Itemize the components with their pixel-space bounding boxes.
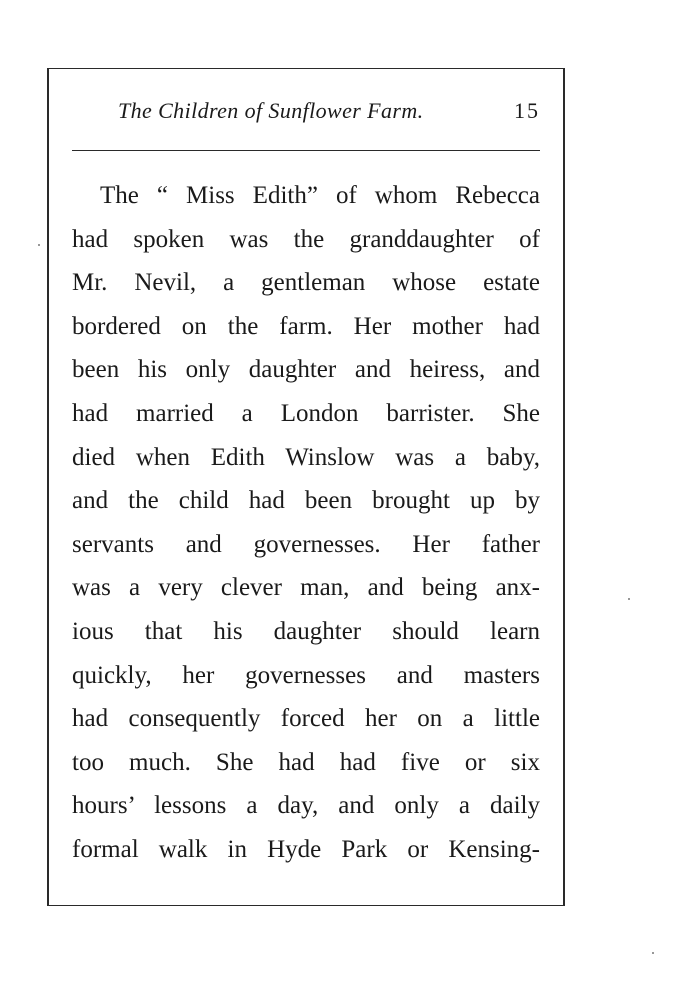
text-line: died when Edith Winslow was a baby, xyxy=(72,443,540,471)
text-line: hours’ lessons a day, and only a daily xyxy=(72,792,540,820)
text-line: formal walk in Hyde Park or Kensing- xyxy=(72,835,540,863)
print-speck xyxy=(38,244,40,246)
text-line: too much. She had had five or six xyxy=(72,748,540,776)
text-line: been his only daughter and heiress, and xyxy=(72,356,540,384)
text-line: was a very clever man, and being anx- xyxy=(72,574,540,602)
text-line: The “ Miss Edith” of whom Rebecca xyxy=(100,182,540,209)
running-head xyxy=(70,98,540,132)
header-rule xyxy=(72,150,540,151)
text-line: ious that his daughter should learn xyxy=(72,617,540,645)
page-number: 15 xyxy=(514,98,540,123)
text-line: had consequently forced her on a little xyxy=(72,705,540,733)
text-line: bordered on the farm. Her mother had xyxy=(72,312,540,340)
text-line: had married a London barrister. She xyxy=(72,399,540,427)
running-title: The Children of Sunflower Farm. xyxy=(118,98,424,123)
body-text xyxy=(72,174,540,872)
text-line: Mr. Nevil, a gentleman whose estate xyxy=(72,269,540,297)
text-line: servants and governesses. Her father xyxy=(72,530,540,558)
print-speck xyxy=(628,598,630,600)
print-speck xyxy=(652,952,654,954)
text-line: and the child had been brought up by xyxy=(72,487,540,515)
text-line: quickly, her governesses and masters xyxy=(72,661,540,689)
text-line: had spoken was the granddaughter of xyxy=(72,225,540,253)
